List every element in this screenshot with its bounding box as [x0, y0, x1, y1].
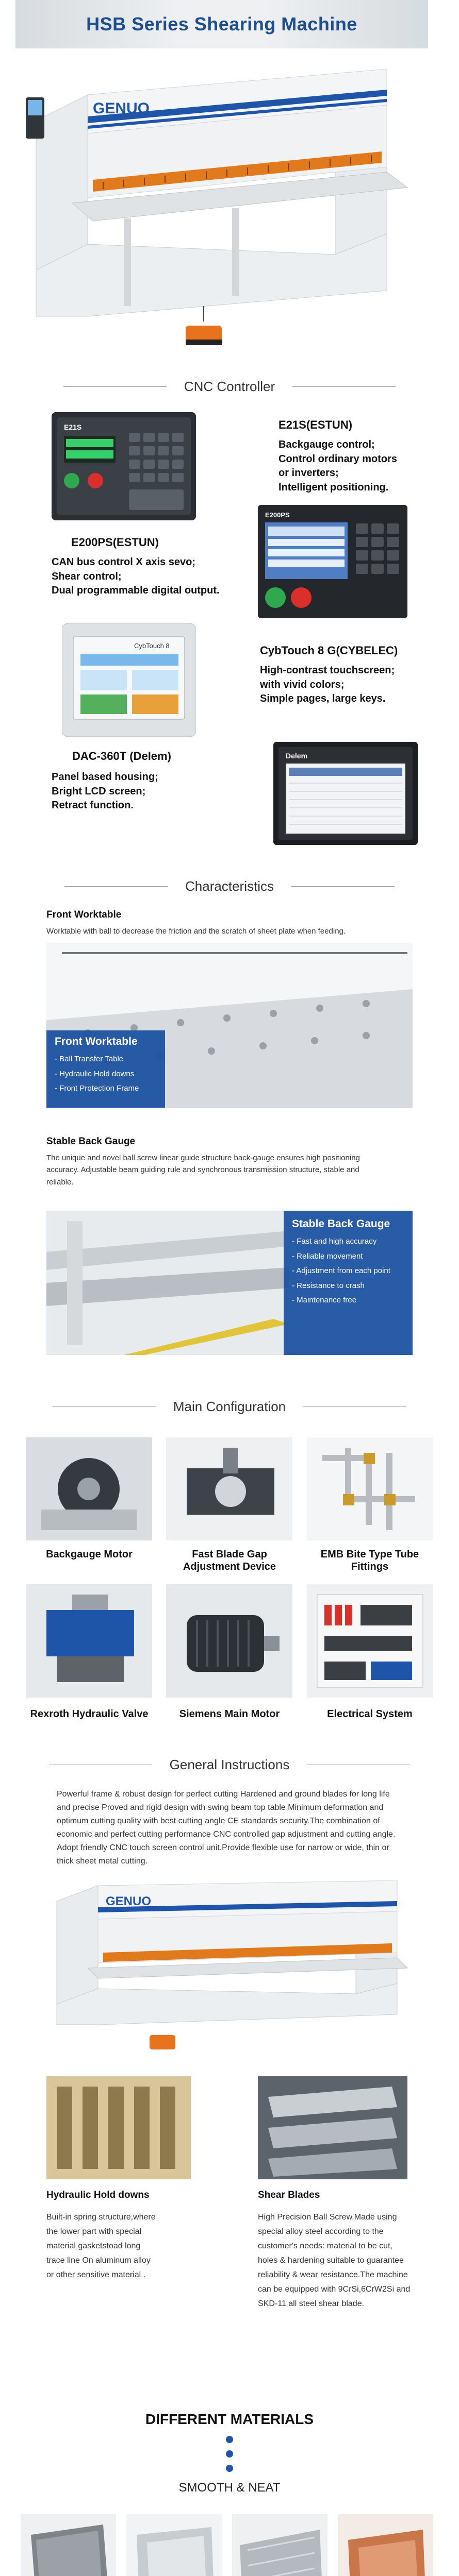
config-label: Fast Blade Gap Adjustment Device: [183, 1549, 276, 1572]
aluminum-plate-image: [232, 2514, 327, 2576]
shear-blades-image: [258, 2076, 407, 2179]
desc-line: Retract function.: [52, 800, 134, 811]
controller-screen-label: CybTouch 8: [134, 642, 170, 650]
text-line: customer's needs: material to be cut,: [258, 2242, 392, 2250]
controller-name-delem: DAC-360T (Delem): [72, 750, 171, 762]
section-title-text: Characteristics: [185, 878, 274, 894]
blades-text: [258, 2210, 438, 2311]
page-title: HSB Series Shearing Machine: [86, 13, 357, 35]
text-line: and precise Proved and rigid design with swing beam top table Minimum deformation and: [57, 1803, 384, 1812]
text-line: The unique and novel ball screw linear guide structure back-gauge ensures high positioning: [46, 1154, 360, 1162]
hydraulic-heading: Hydraulic Hold downs: [46, 2190, 150, 2200]
divider-line: [292, 386, 396, 387]
cybtouch-controller-image: [62, 623, 196, 737]
controller-screen-label: E21S: [64, 423, 82, 431]
section-title-text: CNC Controller: [184, 378, 275, 394]
config-label: EMB Bite Type Tube Fittings: [320, 1549, 419, 1572]
front-worktable-text: Worktable with ball to decrease the friction and the scratch of sheet plate when feeding.: [46, 927, 346, 936]
desc-line: High-contrast touchscreen;: [260, 665, 395, 676]
blade-gap-device-image: [166, 1437, 292, 1540]
dots-divider-icon: [224, 2434, 235, 2476]
e21s-controller-image: [52, 412, 196, 520]
blades-heading: Shear Blades: [258, 2190, 320, 2200]
divider-line: [53, 1406, 156, 1407]
text-line: reliability & wear resistance.The machine: [258, 2270, 408, 2279]
feature-item: - Ball Transfer Table: [55, 1052, 157, 1067]
title-banner: [15, 0, 428, 48]
back-gauge-text: [46, 1152, 423, 1188]
desc-line: with vivid colors;: [260, 679, 345, 690]
controller-desc-e21s: [278, 438, 449, 495]
materials-heading: DIFFERENT MATERIALS: [145, 2411, 314, 2427]
text-line: accuracy. Adjustable beam guiding rule and synchronous transmission structure, stable and: [46, 1165, 359, 1175]
controller-desc-e200ps: [52, 555, 248, 598]
text-line: material gasketstoad long: [46, 2242, 141, 2250]
text-line: Adopt friendly CNC touch screen control unit.Provide flexible use for narrow or wide, thin or: [57, 1843, 389, 1852]
desc-line: CAN bus control X axis sevo;: [52, 556, 195, 568]
divider-line: [64, 886, 168, 887]
desc-line: Intelligent positioning.: [278, 481, 389, 493]
delem-controller-image: [273, 742, 418, 845]
text-line: holes & hardening suitable to guarantee: [258, 2256, 404, 2265]
divider-line: [291, 886, 395, 887]
desc-line: Control ordinary motors: [278, 453, 398, 465]
controller-name-e21s: E21S(ESTUN): [278, 418, 353, 431]
siemens-motor-image: [166, 1584, 292, 1698]
text-line: High Precision Ball Screw.Made using: [258, 2213, 397, 2222]
controller-screen-label: E200PS: [265, 511, 290, 519]
hydraulic-text: [46, 2210, 201, 2282]
electrical-system-image: [307, 1584, 433, 1698]
controller-name-e200ps: E200PS(ESTUN): [71, 536, 159, 549]
smooth-heading: SMOOTH & NEAT: [178, 2481, 281, 2495]
text-line: Powerful frame & robust design for perfect cutting Hardened and ground blades for long life: [57, 1790, 390, 1799]
desc-line: Dual programmable digital output.: [52, 585, 220, 597]
divider-line: [303, 1406, 406, 1407]
desc-line: Shear control;: [52, 570, 122, 582]
text-line: the lower part with special: [46, 2227, 142, 2236]
tube-fittings-image: [307, 1437, 433, 1540]
desc-line: Panel based housing;: [52, 771, 158, 783]
rexroth-valve-image: [26, 1584, 152, 1698]
text-line: special alloy steel according to the: [258, 2227, 384, 2236]
feature-box-title: Stable Back Gauge: [292, 1218, 390, 1230]
text-line: or other sensitive material .: [46, 2270, 146, 2279]
config-label: Electrical System: [327, 1708, 413, 1720]
backgauge-motor-image: [26, 1437, 152, 1540]
shearing-machine-image: [15, 48, 428, 355]
text-line: optimum cutting quality with best cutting angle CE standards security.The combination of: [57, 1816, 380, 1825]
desc-line: Simple pages, large keys.: [260, 693, 386, 705]
brand-text: GENUO: [106, 1894, 152, 1908]
sheet-copper-image: [338, 2514, 433, 2576]
text-line: can be equipped with 9CrSi,6CrW2Si and: [258, 2285, 411, 2294]
front-worktable-heading: Front Worktable: [46, 909, 122, 920]
feature-item: - Maintenance free: [292, 1293, 404, 1308]
text-line: reliable.: [46, 1177, 74, 1187]
feature-box-title: Front Worktable: [55, 1036, 138, 1047]
mild-steel-image: [21, 2514, 116, 2576]
config-label: Rexroth Hydraulic Valve: [30, 1708, 149, 1720]
machine-front-image: [46, 1880, 407, 2056]
desc-line: or inverters;: [278, 467, 339, 479]
feature-item: - Front Protection Frame: [55, 1081, 157, 1096]
config-label: Backgauge Motor: [46, 1549, 133, 1560]
controller-desc-delem: [52, 770, 237, 813]
section-title-text: Main Configuration: [173, 1398, 286, 1414]
feature-item: - Hydraulic Hold downs: [55, 1067, 157, 1082]
section-title-text: General Instructions: [169, 1756, 290, 1772]
feature-item: - Fast and high accuracy: [292, 1234, 404, 1249]
feature-list: [284, 1234, 413, 1308]
general-instructions-text: [57, 1788, 428, 1868]
stainless-steel-image: [126, 2514, 222, 2576]
controller-desc-cybtouch: [260, 664, 446, 706]
hero-section: [15, 0, 428, 355]
text-line: trace line On aluminum alloy: [46, 2256, 151, 2265]
e200ps-controller-image: [258, 505, 407, 618]
feature-item: - Reliable movement: [292, 1249, 404, 1264]
feature-item: - Adjustment from each point: [292, 1264, 404, 1279]
desc-line: Backgauge control;: [278, 439, 375, 450]
feature-item: - Resistance to crash: [292, 1279, 404, 1294]
controller-screen-label: Delem: [286, 752, 308, 760]
back-gauge-heading: Stable Back Gauge: [46, 1136, 136, 1147]
text-line: SKD-11 all steel shear blade.: [258, 2299, 365, 2308]
divider-line: [63, 386, 167, 387]
brand-text: GENUO: [93, 100, 150, 117]
controller-name-cybtouch: CybTouch 8 G(CYBELEC): [260, 644, 398, 657]
front-worktable-feature-box: [46, 1030, 165, 1108]
hydraulic-hold-downs-image: [46, 2076, 191, 2179]
section-title-characteristics: [0, 876, 459, 896]
back-gauge-feature-box: [284, 1211, 413, 1355]
desc-line: Bright LCD screen;: [52, 785, 146, 797]
section-title-main-config: [0, 1396, 459, 1417]
section-title-cnc: [0, 376, 459, 397]
text-line: economic and perfect cutting performance CNC controlled gap adjustment and cutting angle.: [57, 1829, 396, 1839]
text-line: Built-in spring structure,where: [46, 2213, 156, 2222]
feature-list: [46, 1052, 165, 1096]
config-label: Siemens Main Motor: [179, 1708, 280, 1720]
text-line: thick sheet metal cutting.: [57, 1856, 148, 1866]
section-title-general: [0, 1754, 459, 1775]
